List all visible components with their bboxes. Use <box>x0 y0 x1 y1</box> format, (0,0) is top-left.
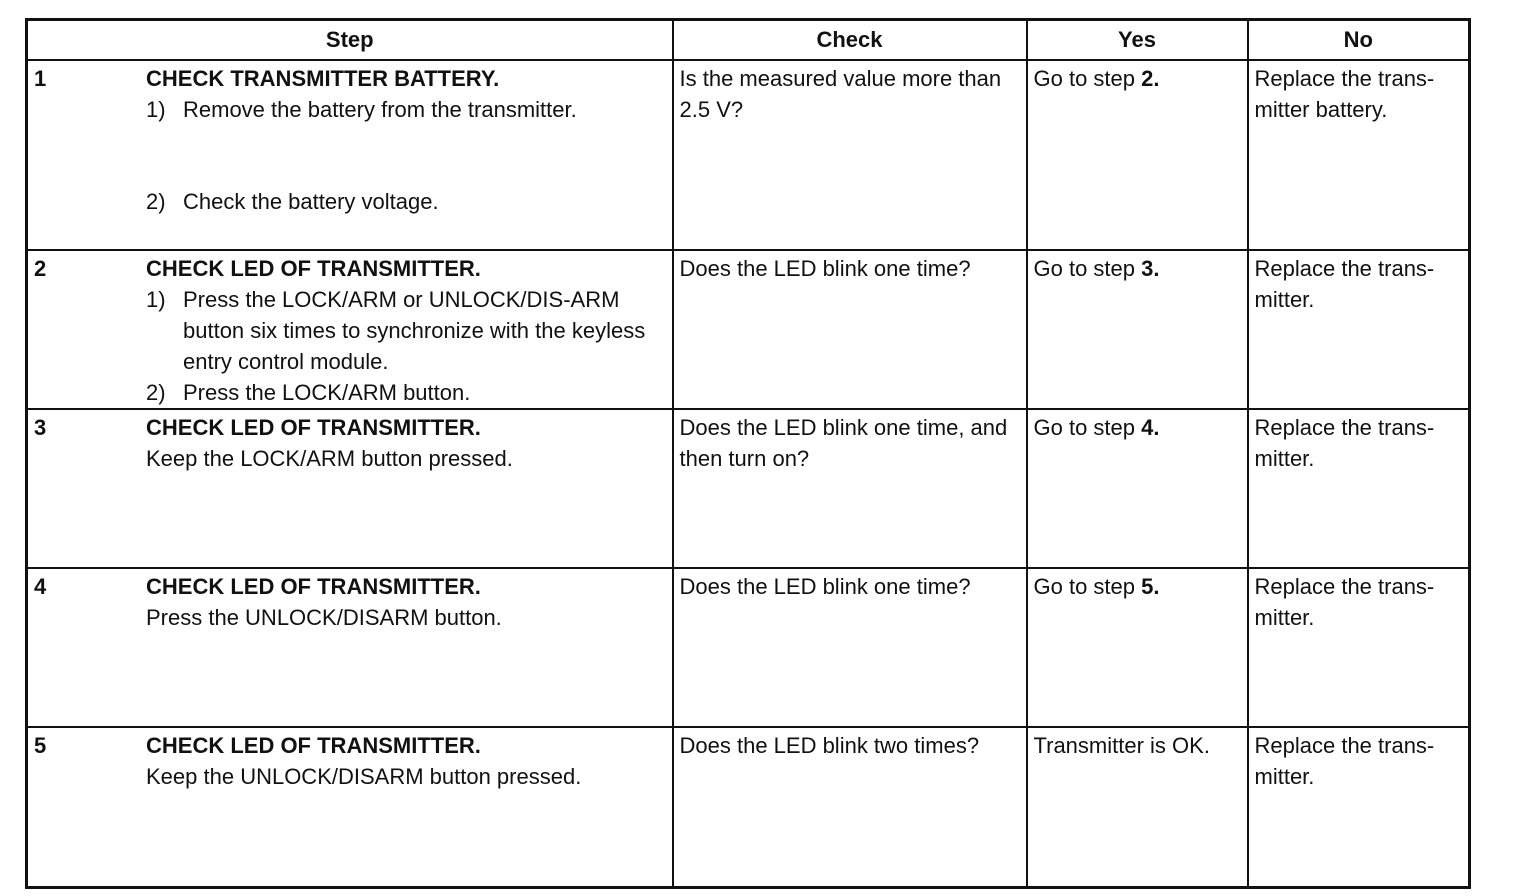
no-cell <box>1248 568 1470 727</box>
step-number: 3 <box>34 415 47 440</box>
table-row <box>27 568 1470 727</box>
sub-step-number: 2) <box>146 189 166 214</box>
yes-prefix: Go to step <box>1033 415 1142 440</box>
diagnostic-table <box>25 18 1471 889</box>
yes-step-number: 3. <box>1141 256 1160 281</box>
step-cell <box>27 727 673 888</box>
no-cell <box>1248 250 1470 409</box>
no-cell <box>1248 409 1470 568</box>
step-title: CHECK TRANSMITTER BATTERY. <box>146 66 500 91</box>
check-text: Is the measured value more than 2.5 V? <box>679 66 1002 122</box>
table-row <box>27 60 1470 250</box>
sub-step <box>146 284 666 377</box>
no-text: Replace the trans-mitter. <box>1254 256 1435 312</box>
table-row <box>27 727 1470 888</box>
no-text: Replace the trans-mitter battery. <box>1254 66 1435 122</box>
sub-step-text: Remove the battery from the transmitter. <box>183 97 577 122</box>
yes-text: Transmitter is OK. <box>1033 733 1210 758</box>
yes-cell <box>1027 409 1248 568</box>
table-row <box>27 409 1470 568</box>
sub-step <box>146 377 666 408</box>
yes-prefix: Go to step <box>1033 256 1142 281</box>
step-title: CHECK LED OF TRANSMITTER. <box>146 574 481 599</box>
header-yes: Yes <box>1027 20 1248 61</box>
sub-step <box>146 186 666 217</box>
yes-step-number: 5. <box>1141 574 1160 599</box>
step-text: Keep the UNLOCK/DISARM button pressed. <box>146 764 582 789</box>
header-check: Check <box>673 20 1027 61</box>
step-cell <box>27 250 673 409</box>
yes-step-number: 4. <box>1141 415 1160 440</box>
check-cell <box>673 568 1027 727</box>
check-cell <box>673 727 1027 888</box>
sub-step-number: 1) <box>146 97 166 122</box>
no-cell <box>1248 727 1470 888</box>
step-title: CHECK LED OF TRANSMITTER. <box>146 256 481 281</box>
step-text: Keep the LOCK/ARM button pressed. <box>146 446 513 471</box>
yes-cell <box>1027 568 1248 727</box>
sub-step-number: 1) <box>146 287 166 312</box>
check-text: Does the LED blink two times? <box>679 733 980 758</box>
step-cell <box>27 409 673 568</box>
step-title: CHECK LED OF TRANSMITTER. <box>146 733 481 758</box>
sub-step-text: Check the battery voltage. <box>183 189 439 214</box>
header-step: Step <box>27 20 673 61</box>
yes-text <box>1028 61 1247 94</box>
step-number: 2 <box>34 256 47 281</box>
check-cell <box>673 409 1027 568</box>
sub-step-number: 2) <box>146 380 166 405</box>
table-row <box>27 250 1470 409</box>
yes-prefix: Go to step <box>1033 574 1142 599</box>
header-no: No <box>1248 20 1470 61</box>
yes-text <box>1028 410 1247 443</box>
yes-cell <box>1027 727 1248 888</box>
sub-step-text: Press the LOCK/ARM button. <box>183 380 471 405</box>
sub-step-text: Press the LOCK/ARM or UNLOCK/DIS-ARM button six times to synchronize with the keyless entry control module. <box>183 287 646 374</box>
yes-cell <box>1027 60 1248 250</box>
check-text: Does the LED blink one time? <box>679 574 971 599</box>
step-number: 5 <box>34 733 47 758</box>
check-text: Does the LED blink one time? <box>679 256 971 281</box>
step-text: Press the UNLOCK/DISARM button. <box>146 605 502 630</box>
no-cell <box>1248 60 1470 250</box>
step-cell <box>27 60 673 250</box>
yes-prefix: Go to step <box>1033 66 1142 91</box>
yes-step-number: 2. <box>1141 66 1160 91</box>
no-text: Replace the trans-mitter. <box>1254 574 1435 630</box>
header-row <box>27 20 1470 61</box>
check-text: Does the LED blink one time, and then turn on? <box>679 415 1008 471</box>
no-text: Replace the trans-mitter. <box>1254 733 1435 789</box>
step-title: CHECK LED OF TRANSMITTER. <box>146 415 481 440</box>
yes-cell <box>1027 250 1248 409</box>
yes-text <box>1028 251 1247 284</box>
step-number: 1 <box>34 66 47 91</box>
no-text: Replace the trans-mitter. <box>1254 415 1435 471</box>
check-cell <box>673 60 1027 250</box>
step-cell <box>27 568 673 727</box>
yes-text <box>1028 569 1247 602</box>
check-cell <box>673 250 1027 409</box>
sub-step <box>146 94 666 125</box>
step-number: 4 <box>34 574 47 599</box>
